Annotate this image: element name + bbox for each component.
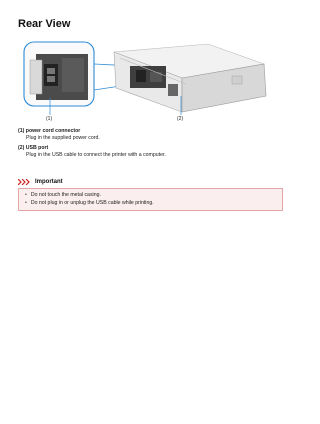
important-item-text: Do not touch the metal casing. (30, 192, 101, 198)
page-title: Rear View (18, 18, 71, 30)
important-heading: Important (35, 179, 63, 185)
definition-term-usb-port: (2) USB port (18, 145, 49, 151)
list-item (25, 192, 276, 200)
printer-rear-illustration (18, 38, 286, 126)
definition-desc-usb-port: Plug in the USB cable to connect the printer with a computer. (26, 152, 166, 158)
bullet-icon: • (25, 192, 27, 198)
definition-list (18, 128, 280, 162)
important-header (18, 177, 283, 187)
important-item-text: Do not plug in or unplug the USB cable while printing. (30, 199, 154, 206)
definition-desc-power-cord: Plug in the supplied power cord. (26, 135, 100, 141)
callout-1-label: (1) (46, 116, 53, 122)
important-box (18, 188, 283, 211)
list-item (25, 200, 276, 208)
triple-chevron-icon (18, 179, 32, 185)
printer-illustration (18, 38, 286, 126)
definition-term-power-cord: (1) power cord connector (18, 128, 81, 134)
important-note (18, 177, 283, 211)
callout-2-label: (2) (177, 116, 184, 122)
bullet-icon: • (25, 199, 27, 206)
